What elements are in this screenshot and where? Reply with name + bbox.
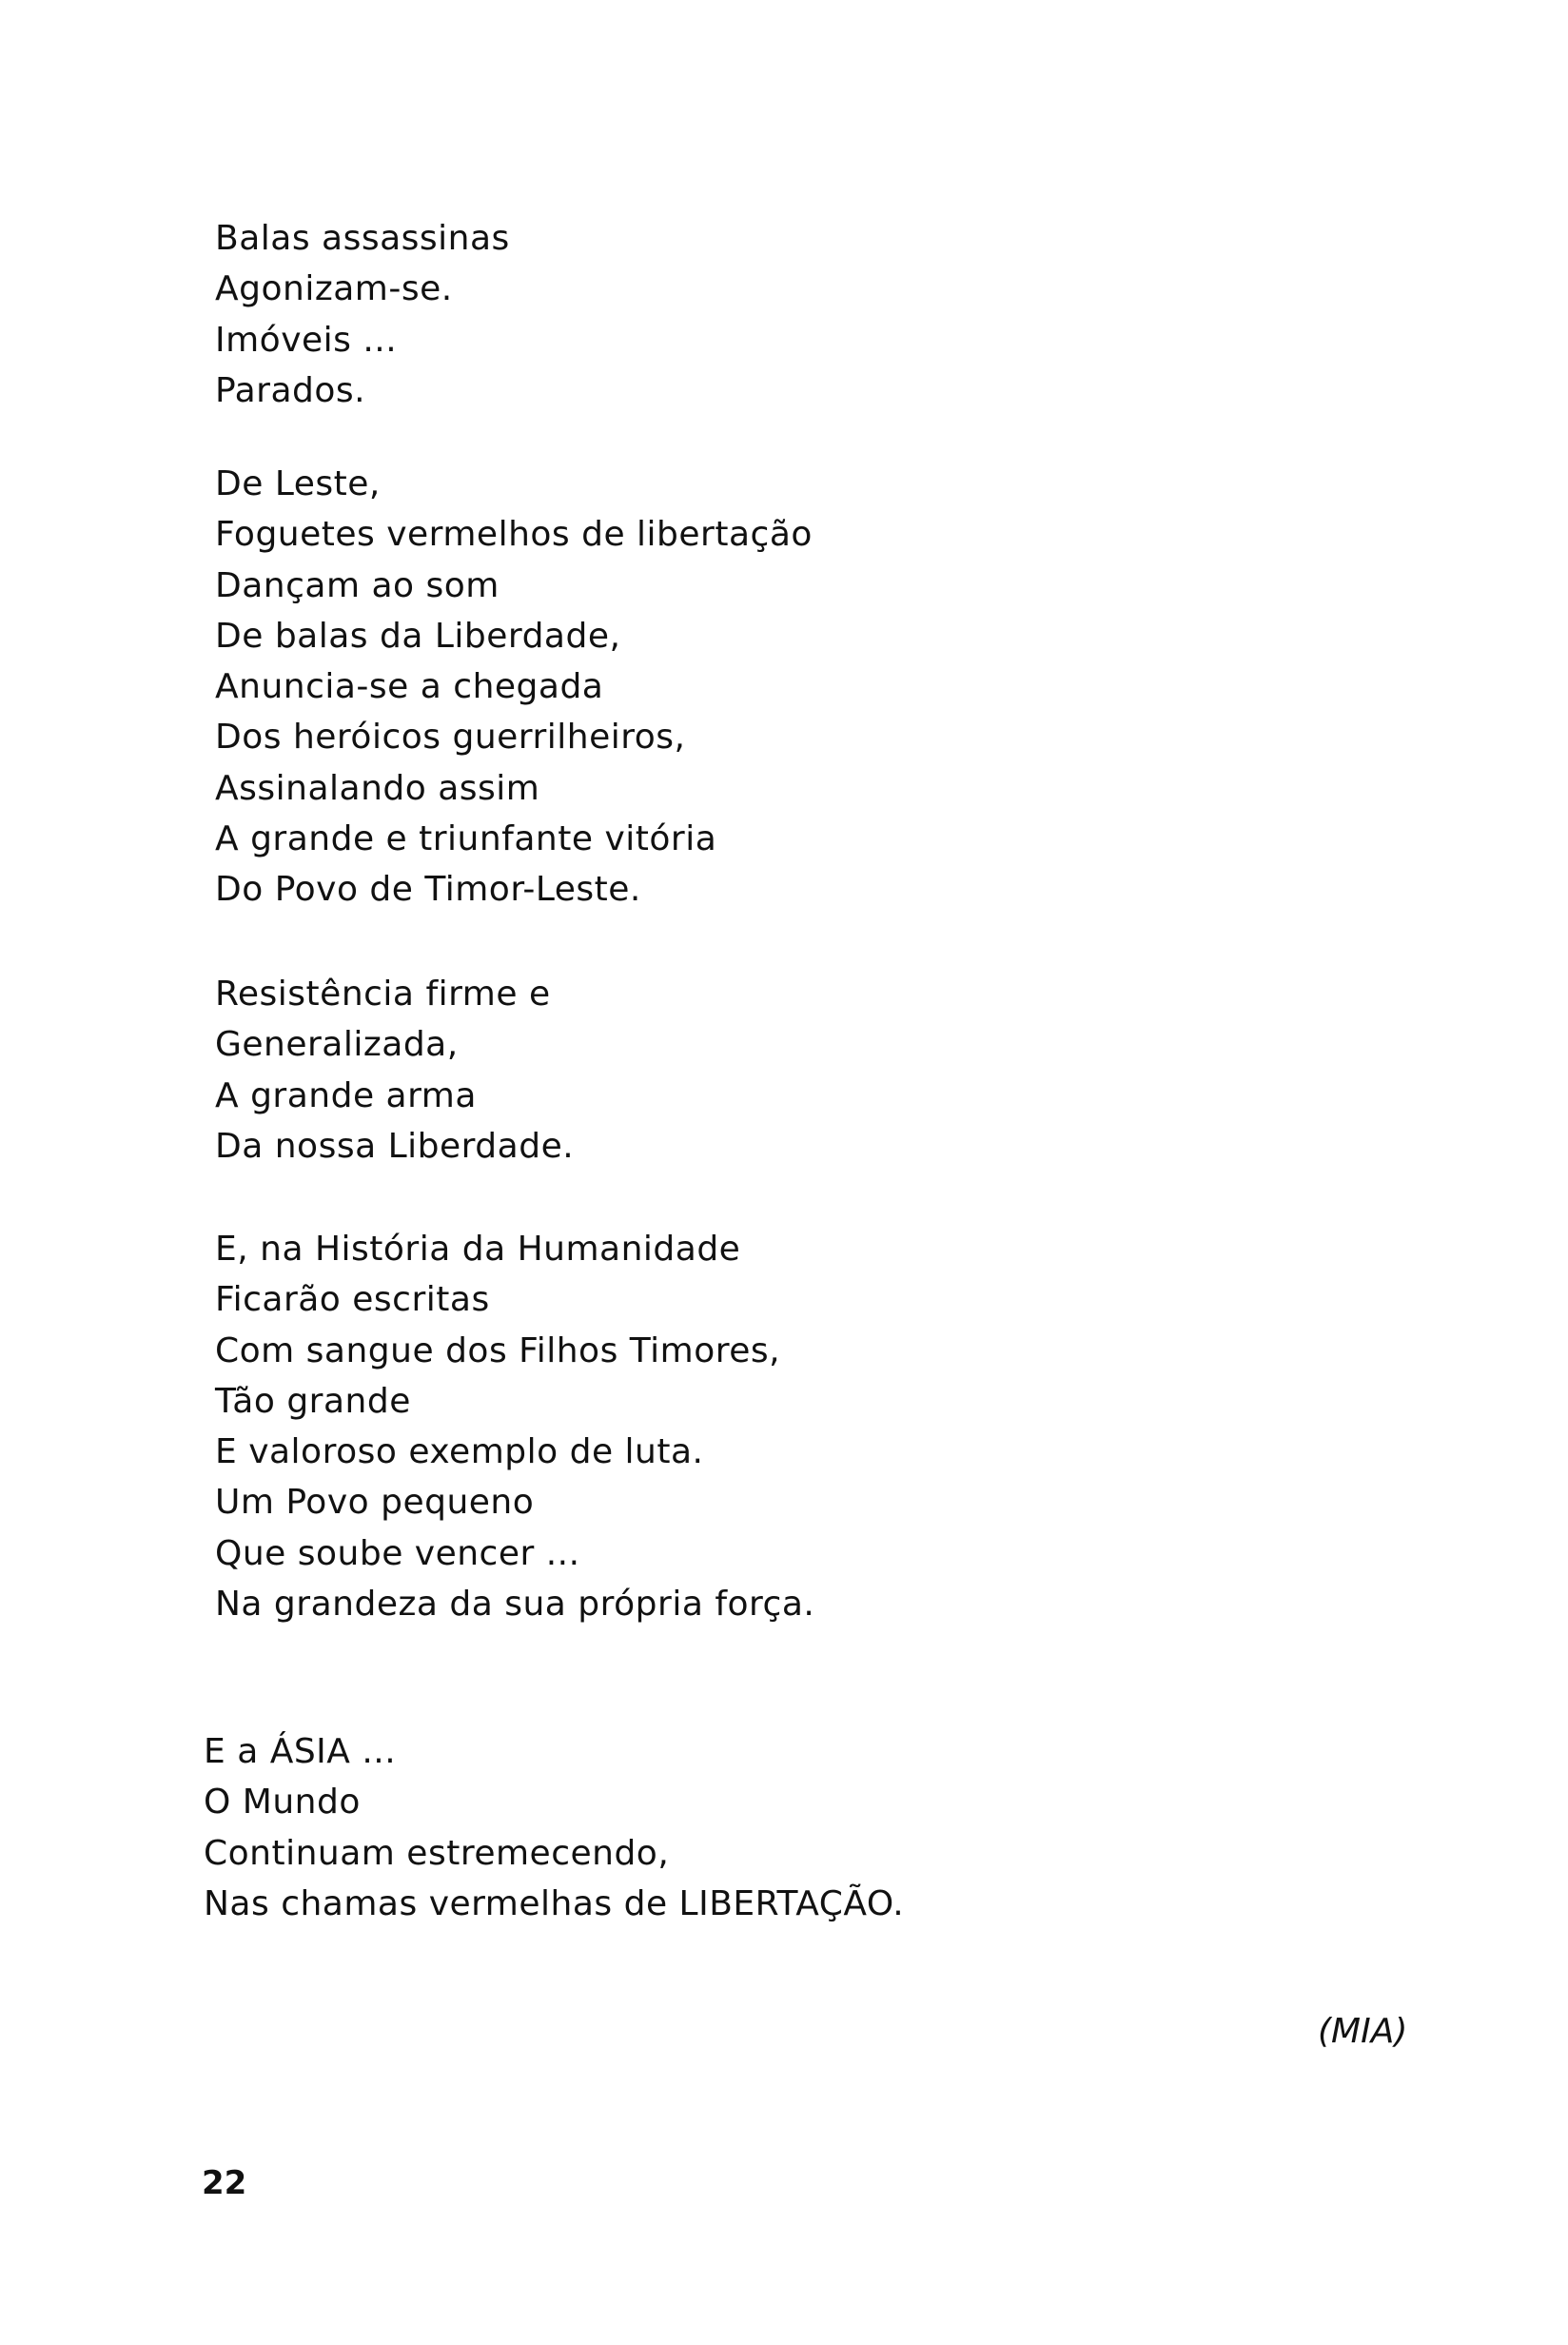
poem-line: Do Povo de Timor-Leste. <box>215 870 641 910</box>
poem-line: A grande e triunfante vitória <box>215 819 717 859</box>
stanza-5 <box>204 1726 904 1929</box>
poem-line: Parados. <box>215 370 366 410</box>
poem-line: Da nossa Liberdade. <box>215 1126 575 1166</box>
poem-line: De balas da Liberdade, <box>215 616 621 656</box>
stanza-2 <box>215 459 813 916</box>
poem-line: A grande arma <box>215 1075 477 1115</box>
poem-line: Resistência firme e <box>215 975 551 1014</box>
poem-line: Foguetes vermelhos de libertação <box>215 515 813 555</box>
poem-line: Um Povo pequeno <box>215 1483 535 1523</box>
poem-line: De Leste, <box>215 464 381 503</box>
poem-line: Nas chamas vermelhas de LIBERTAÇÃO. <box>204 1883 905 1923</box>
stanza-1 <box>215 213 510 416</box>
author-signature: (MIA) <box>1318 2012 1408 2051</box>
poem-line: Imóveis ... <box>215 320 398 360</box>
poem-line: O Mundo <box>204 1783 361 1823</box>
stanza-4 <box>215 1224 814 1629</box>
poem-line: Dos heróicos guerrilheiros, <box>215 718 686 758</box>
poem-line: Com sangue dos Filhos Timores, <box>215 1330 781 1370</box>
poem-line: Continuam estremecendo, <box>204 1833 670 1873</box>
poem-line: Agonizam-se. <box>215 269 453 309</box>
poem-line: Na grandeza da sua própria força. <box>215 1585 815 1625</box>
poem-line: Anuncia-se a chegada <box>215 667 604 707</box>
poem-line: Dançam ao som <box>215 565 500 605</box>
poem-line: Generalizada, <box>215 1025 459 1065</box>
poem-line: Assinalando assim <box>215 768 540 808</box>
poem-line: Ficarão escritas <box>215 1280 490 1320</box>
poem-line: E a ÁSIA ... <box>204 1732 397 1771</box>
poem-line: E valoroso exemplo de luta. <box>215 1432 704 1472</box>
poem-line: E, na História da Humanidade <box>215 1230 741 1269</box>
stanza-3 <box>215 969 574 1172</box>
poem-line: Tão grande <box>215 1381 411 1421</box>
poem-line: Que soube vencer ... <box>215 1533 580 1573</box>
poem-line: Balas assassinas <box>215 219 510 258</box>
page-number: 22 <box>202 2164 247 2202</box>
